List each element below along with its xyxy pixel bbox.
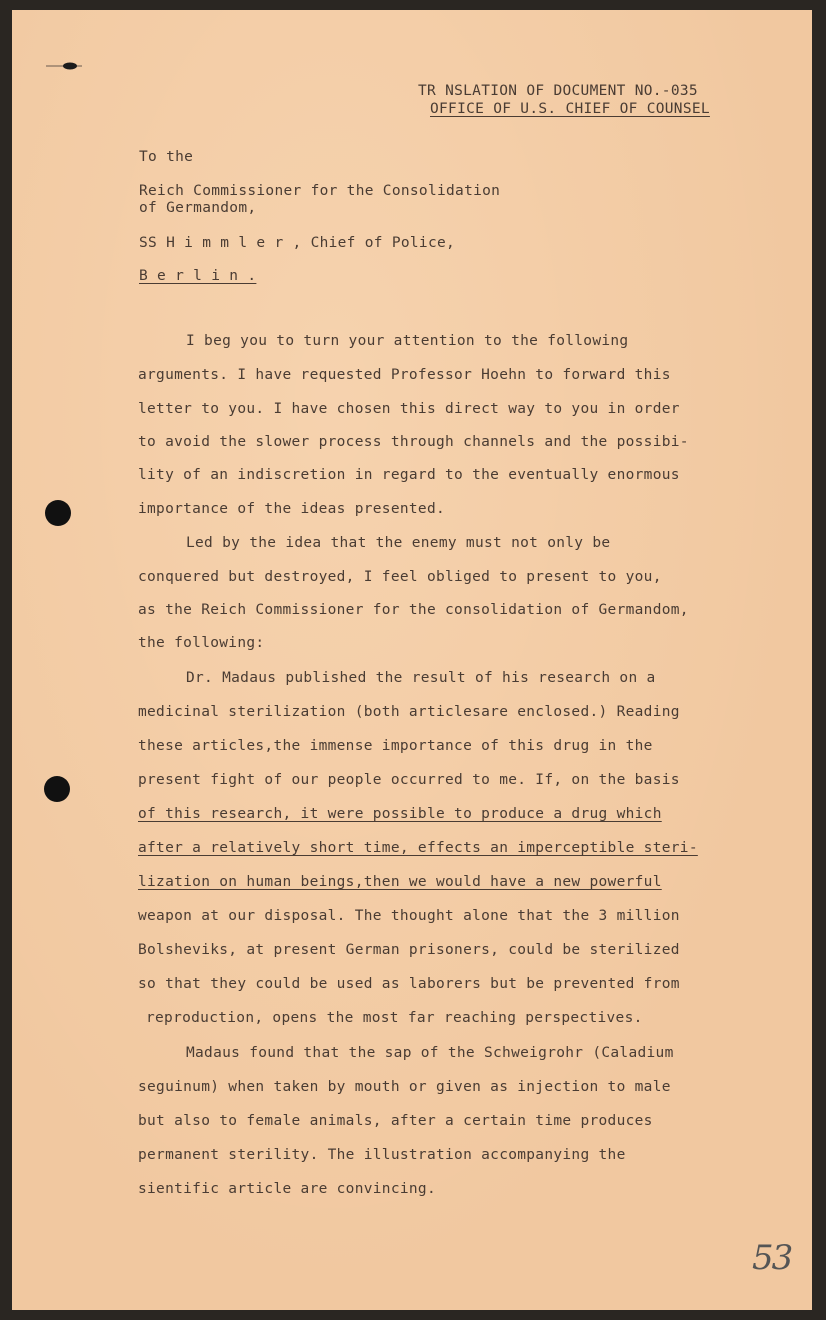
salutation-to: To the (139, 149, 194, 165)
body-line-underlined: of this research, it were possible to produce a drug which (138, 806, 662, 822)
body-line: weapon at our disposal. The thought alone that the 3 million (138, 908, 680, 924)
body-line: seguinum) when taken by mouth or given as injection to male (138, 1079, 671, 1095)
translation-header: TR NSLATION OF DOCUMENT NO.-035 (418, 83, 698, 99)
document-page (12, 10, 812, 1310)
body-line: medicinal sterilization (both articlesare enclosed.) Reading (138, 704, 680, 720)
body-line: present fight of our people occurred to me. If, on the basis (138, 772, 680, 788)
office-header: OFFICE OF U.S. CHIEF OF COUNSEL (430, 101, 710, 117)
recipient-city: B e r l i n . (139, 268, 257, 284)
body-line: so that they could be used as laborers but be prevented from (138, 976, 680, 992)
ink-smudge-mark (46, 60, 82, 72)
body-line: letter to you. I have chosen this direct way to you in order (138, 401, 680, 417)
body-line: Led by the idea that the enemy must not only be (186, 535, 611, 551)
recipient-line-2: of Germandom, (139, 200, 257, 216)
body-line: reproduction, opens the most far reaching perspectives. (146, 1010, 643, 1026)
body-line: Madaus found that the sap of the Schweigrohr (Caladium (186, 1045, 674, 1061)
body-line: conquered but destroyed, I feel obliged to present to you, (138, 569, 662, 585)
body-line: sientific article are convincing. (138, 1181, 436, 1197)
body-line: I beg you to turn your attention to the following (186, 333, 629, 349)
body-line: permanent sterility. The illustration accompanying the (138, 1147, 626, 1163)
body-line: importance of the ideas presented. (138, 501, 446, 517)
body-line: to avoid the slower process through channels and the possibi- (138, 434, 689, 450)
page-number: 53 (752, 1238, 792, 1278)
body-line: arguments. I have requested Professor Hoehn to forward this (138, 367, 671, 383)
punch-hole (44, 776, 70, 802)
body-line: lity of an indiscretion in regard to the eventually enormous (138, 467, 680, 483)
body-line: as the Reich Commissioner for the consolidation of Germandom, (138, 602, 689, 618)
body-line: the following: (138, 635, 265, 651)
recipient-line-1: Reich Commissioner for the Consolidation (139, 183, 501, 199)
punch-hole (45, 500, 71, 526)
body-line: but also to female animals, after a certain time produces (138, 1113, 653, 1129)
body-line-underlined: after a relatively short time, effects an imperceptible steri- (138, 840, 698, 856)
body-line: Dr. Madaus published the result of his research on a (186, 670, 656, 686)
body-line: Bolsheviks, at present German prisoners, could be sterilized (138, 942, 680, 958)
body-line: these articles,the immense importance of this drug in the (138, 738, 653, 754)
recipient-name: SS H i m m l e r , Chief of Police, (139, 235, 456, 251)
body-line-underlined: lization on human beings,then we would have a new powerful (138, 874, 662, 890)
